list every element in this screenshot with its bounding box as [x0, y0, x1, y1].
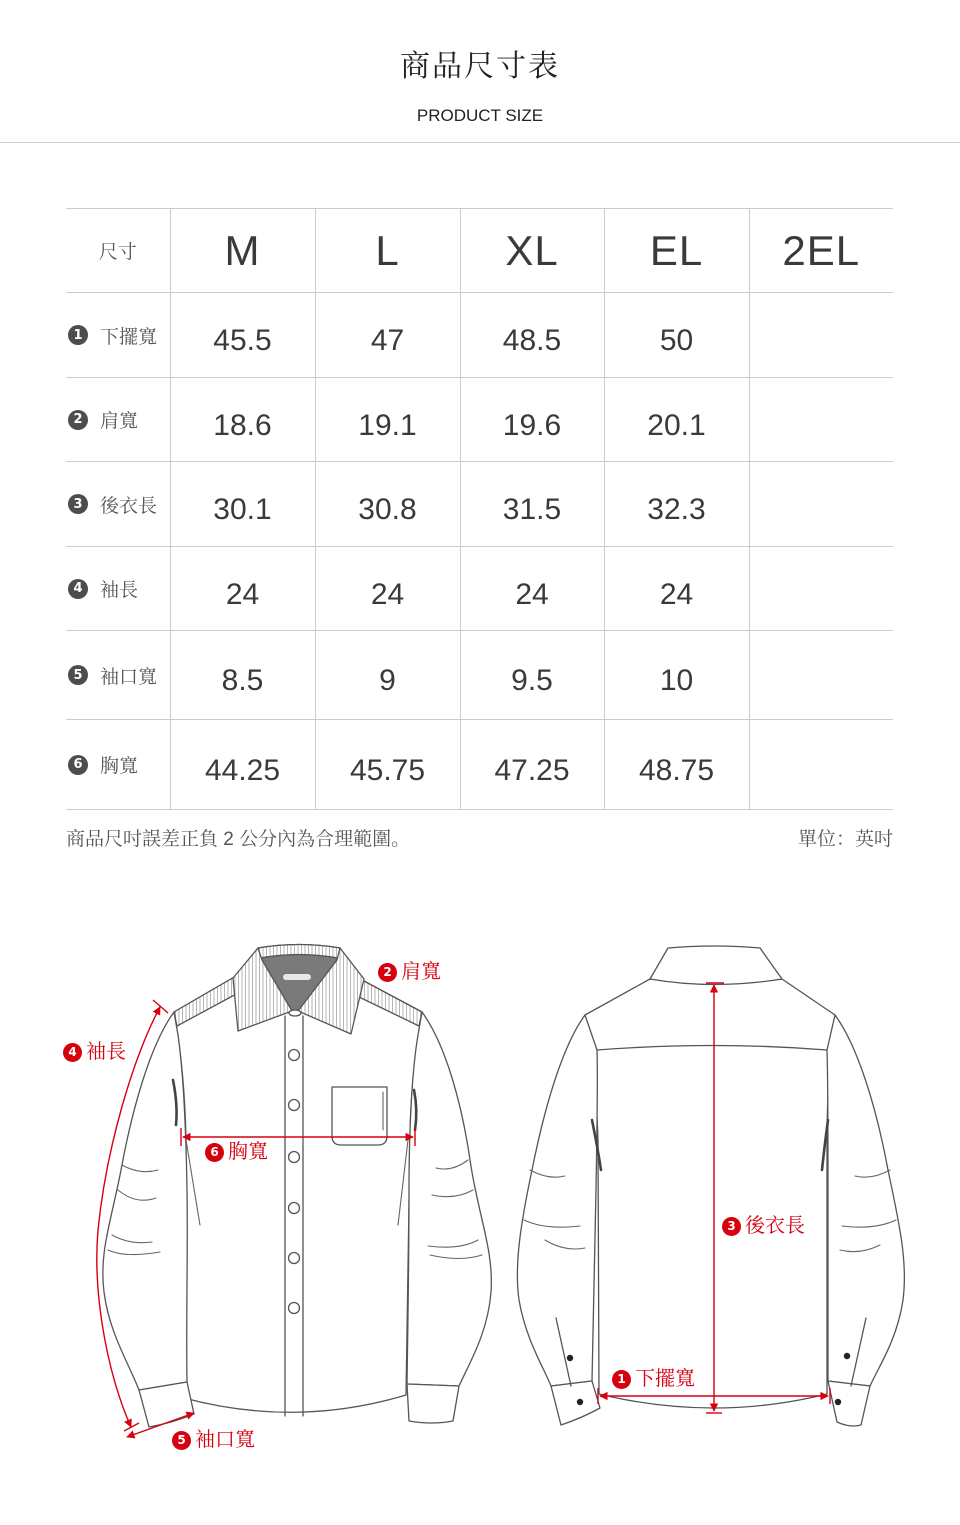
measure-label-cell [66, 462, 170, 547]
measure-label: 肩寬 [100, 411, 139, 432]
measure-label: 袖口寬 [100, 666, 158, 688]
callout-number-badge: 2 [378, 963, 397, 982]
callout-number-badge: 3 [722, 1217, 741, 1236]
value-l: 19.1 [315, 378, 460, 462]
size-2el: 2EL [749, 209, 893, 293]
measure-number-badge: 3 [68, 494, 88, 514]
value-el: 48.75 [604, 720, 749, 810]
callout-label: 袖口寬 [195, 1429, 255, 1451]
measure-number-badge: 1 [68, 325, 88, 345]
callout-label: 肩寬 [401, 961, 441, 983]
measure-label: 袖長 [100, 580, 139, 601]
callout-back-length [722, 1214, 805, 1238]
unit-note: 單位：英吋 [797, 829, 893, 850]
callout-label: 袖長 [86, 1041, 126, 1063]
back-left-sleeve [517, 1015, 597, 1386]
callout-chest-width [205, 1140, 268, 1164]
measure-number-badge: 2 [68, 410, 88, 430]
measure-row-chest-width [66, 720, 893, 810]
callout-sleeve-length [63, 1040, 126, 1064]
front-right-sleeve [407, 1012, 491, 1386]
value-xl: 24 [460, 547, 604, 631]
value-2el [749, 720, 893, 810]
measure-row-hem-width [66, 293, 893, 378]
front-button [289, 1152, 300, 1163]
measure-label-cell [66, 720, 170, 810]
value-el: 20.1 [604, 378, 749, 462]
value-m: 45.5 [170, 293, 315, 378]
value-2el [749, 631, 893, 720]
measure-label: 後衣長 [100, 495, 158, 517]
measure-label-cell [66, 547, 170, 631]
back-body [585, 979, 835, 1408]
value-xl: 19.6 [460, 378, 604, 462]
size-m: M [170, 209, 315, 293]
measure-label-cell [66, 631, 170, 720]
front-button [289, 1050, 300, 1061]
value-m: 44.25 [170, 720, 315, 810]
measure-row-back-length [66, 462, 893, 547]
callout-number-badge: 1 [612, 1370, 631, 1389]
collar-button [289, 1010, 301, 1016]
callout-number-badge: 6 [205, 1143, 224, 1162]
page-subtitle: PRODUCT SIZE [416, 106, 544, 125]
callout-cuff-width [172, 1428, 255, 1452]
size-xl: XL [460, 209, 604, 293]
callout-hem-width [612, 1367, 695, 1391]
measure-row-cuff-width [66, 631, 893, 720]
sleeve-length-tick [124, 1423, 139, 1431]
cuff-button [835, 1399, 841, 1405]
callout-shoulder-width [378, 960, 441, 984]
measure-number-badge: 6 [68, 755, 88, 775]
shirt-diagrams [0, 880, 960, 1525]
cuff-button [577, 1399, 583, 1405]
sleeve-button [844, 1353, 850, 1359]
value-xl: 9.5 [460, 631, 604, 720]
value-m: 8.5 [170, 631, 315, 720]
sleeve-button [567, 1355, 573, 1361]
value-xl: 48.5 [460, 293, 604, 378]
front-button [289, 1203, 300, 1214]
sleeve-length-tick [153, 1000, 168, 1013]
front-shirt-illustration [103, 945, 492, 1428]
measure-row-shoulder-width [66, 378, 893, 462]
front-left-cuff [139, 1382, 194, 1427]
back-right-cuff [828, 1381, 870, 1426]
callout-label: 下擺寬 [635, 1368, 695, 1390]
value-m: 30.1 [170, 462, 315, 547]
measure-label: 胸寬 [100, 756, 139, 777]
back-left-cuff [551, 1381, 600, 1425]
value-el: 32.3 [604, 462, 749, 547]
header-divider [0, 142, 960, 143]
callout-number-badge: 5 [172, 1431, 191, 1450]
back-shirt-illustration [517, 946, 904, 1426]
callout-label: 胸寬 [228, 1141, 268, 1163]
value-l: 9 [315, 631, 460, 720]
back-right-sleeve [827, 1015, 904, 1386]
measure-number-badge: 4 [68, 579, 88, 599]
tolerance-note: 商品尺吋誤差正負 2 公分內為合理範圍。 [66, 829, 411, 850]
value-m: 18.6 [170, 378, 315, 462]
back-collar [650, 946, 782, 985]
value-m: 24 [170, 547, 315, 631]
value-2el [749, 547, 893, 631]
callout-number-badge: 4 [63, 1043, 82, 1062]
value-xl: 47.25 [460, 720, 604, 810]
front-left-sleeve [103, 1012, 187, 1390]
value-2el [749, 462, 893, 547]
callout-label: 後衣長 [745, 1215, 805, 1237]
front-button [289, 1303, 300, 1314]
value-el: 50 [604, 293, 749, 378]
size-header-row [66, 209, 893, 293]
size-l: L [315, 209, 460, 293]
value-el: 24 [604, 547, 749, 631]
value-l: 45.75 [315, 720, 460, 810]
value-2el [749, 378, 893, 462]
front-right-cuff [407, 1384, 459, 1423]
value-l: 24 [315, 547, 460, 631]
front-button [289, 1100, 300, 1111]
value-l: 30.8 [315, 462, 460, 547]
size-table [66, 208, 893, 810]
measure-label: 下擺寬 [100, 326, 158, 348]
neck-label [283, 974, 311, 980]
size-el: EL [604, 209, 749, 293]
measure-label-cell [66, 378, 170, 462]
page-title: 商品尺寸表 [400, 50, 560, 83]
value-2el [749, 293, 893, 378]
size-column-label: 尺寸 [66, 209, 170, 293]
value-el: 10 [604, 631, 749, 720]
measure-row-sleeve-length [66, 547, 893, 631]
value-xl: 31.5 [460, 462, 604, 547]
value-l: 47 [315, 293, 460, 378]
measure-number-badge: 5 [68, 665, 88, 685]
front-button [289, 1253, 300, 1264]
measure-label-cell [66, 293, 170, 378]
